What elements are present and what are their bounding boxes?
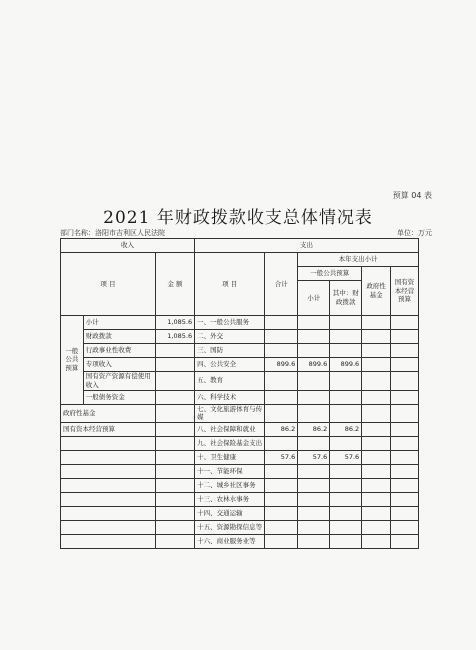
expense-subtotal: 57.6: [298, 451, 330, 465]
expense-fiscal: [330, 390, 362, 404]
table-row: [61, 372, 419, 391]
expense-total: 86.2: [265, 423, 298, 437]
state-capital-cell: [391, 437, 419, 451]
table-row: [61, 507, 419, 521]
expense-total: 57.6: [265, 451, 298, 465]
state-capital-cell: [391, 404, 419, 423]
unit-label: 单位：万元: [397, 229, 432, 237]
blank-cell: [155, 521, 194, 535]
expense-row-label: 十四、交通运输: [195, 507, 265, 521]
income-row-amount: [155, 390, 194, 404]
income-group-label: 一般公共预算: [61, 316, 84, 405]
blank-cell: [155, 493, 194, 507]
gov-fund-cell: [362, 437, 391, 451]
table-row: [61, 316, 419, 330]
expense-fiscal: [330, 372, 362, 391]
expense-subtotal: [298, 330, 330, 344]
table-row: [61, 390, 419, 404]
table-row: [61, 535, 419, 549]
table-row: [61, 493, 419, 507]
state-capital-cell: [391, 372, 419, 391]
expense-subtotal: [298, 465, 330, 479]
expense-subtotal: [298, 437, 330, 451]
expense-fiscal: 86.2: [330, 423, 362, 437]
table-row: [61, 479, 419, 493]
gov-fund-cell: [362, 404, 391, 423]
blank-cell: [61, 493, 156, 507]
expense-total: [265, 344, 298, 358]
state-capital-cell: [391, 535, 419, 549]
income-other-amount: [155, 423, 194, 437]
blank-cell: [61, 507, 156, 521]
expense-fiscal: [330, 316, 362, 330]
income-row-label: 国有资产资源有偿使用收入: [83, 372, 155, 391]
expense-row-label: 七、文化旅游体育与传媒: [195, 404, 265, 423]
expense-row-label: 十、卫生健康: [195, 451, 265, 465]
income-row-label: 财政拨款: [83, 330, 155, 344]
expense-subtotal: [298, 372, 330, 391]
blank-cell: [61, 521, 156, 535]
table-row: [61, 437, 419, 451]
gov-fund-cell: [362, 479, 391, 493]
state-capital-cell: [391, 390, 419, 404]
expense-row-label: 五、教育: [195, 372, 265, 391]
expense-row-label: 十二、城乡社区事务: [195, 479, 265, 493]
blank-cell: [155, 451, 194, 465]
expense-total: 899.6: [265, 358, 298, 372]
gov-fund-cell: [362, 507, 391, 521]
income-row-label: 小计: [83, 316, 155, 330]
income-header: 收入: [61, 239, 195, 253]
expense-fiscal: [330, 437, 362, 451]
gov-fund-cell: [362, 521, 391, 535]
blank-cell: [155, 507, 194, 521]
expense-row-label: 十三、农林水事务: [195, 493, 265, 507]
state-capital-cell: [391, 493, 419, 507]
income-row-amount: [155, 372, 194, 391]
total-header: 合计: [265, 253, 298, 316]
expense-subtotal: [298, 316, 330, 330]
expense-total: [265, 404, 298, 423]
income-other-label: 政府性基金: [61, 404, 156, 423]
budget-table: [60, 238, 419, 549]
income-row-amount: 1,085.6: [155, 316, 194, 330]
table-row: [61, 423, 419, 437]
income-row-label: 行政事业性收费: [83, 344, 155, 358]
gov-fund-cell: [362, 493, 391, 507]
expense-total: [265, 507, 298, 521]
form-number: 预算 04 表: [392, 191, 432, 200]
blank-cell: [155, 465, 194, 479]
expense-total: [265, 479, 298, 493]
expense-fiscal: 57.6: [330, 451, 362, 465]
expense-total: [265, 493, 298, 507]
income-other-amount: [155, 404, 194, 423]
gov-fund-cell: [362, 372, 391, 391]
expense-subtotal: [298, 493, 330, 507]
expense-header: 支出: [195, 239, 419, 253]
expense-subtotal: [298, 521, 330, 535]
general-budget-header: 一般公共预算: [298, 267, 362, 281]
expense-row-label: 二、外交: [195, 330, 265, 344]
blank-cell: [61, 465, 156, 479]
expense-fiscal: [330, 479, 362, 493]
gov-fund-cell: [362, 344, 391, 358]
expense-total: [265, 465, 298, 479]
blank-cell: [61, 535, 156, 549]
state-capital-cell: [391, 344, 419, 358]
state-capital-cell: [391, 479, 419, 493]
expense-fiscal: [330, 465, 362, 479]
income-row-label: 专项收入: [83, 358, 155, 372]
income-row-label: 一般债务资金: [83, 390, 155, 404]
expense-row-label: 九、社会保险基金支出: [195, 437, 265, 451]
expense-subtotal: [298, 390, 330, 404]
expense-fiscal: [330, 521, 362, 535]
expense-fiscal: 899.6: [330, 358, 362, 372]
table-row: [61, 465, 419, 479]
expense-subtotal: [298, 479, 330, 493]
table-row: [61, 451, 419, 465]
expense-row-label: 一、一般公共服务: [195, 316, 265, 330]
subtotal-header: 小计: [298, 281, 330, 316]
expense-item-header: 项 目: [195, 253, 265, 316]
blank-cell: [155, 437, 194, 451]
table-row: [61, 521, 419, 535]
state-capital-cell: [391, 521, 419, 535]
expense-subtotal: [298, 344, 330, 358]
expense-subtotal: 86.2: [298, 423, 330, 437]
page-title: 2021 年财政拨款收支总体情况表: [103, 208, 373, 228]
table-row: [61, 358, 419, 372]
expense-total: [265, 316, 298, 330]
gov-fund-cell: [362, 423, 391, 437]
table-row: [61, 330, 419, 344]
gov-fund-cell: [362, 451, 391, 465]
expense-fiscal: [330, 344, 362, 358]
state-capital-cell: [391, 330, 419, 344]
expense-row-label: 三、国防: [195, 344, 265, 358]
expense-fiscal: [330, 493, 362, 507]
expense-fiscal: [330, 507, 362, 521]
expense-fiscal: [330, 330, 362, 344]
expense-total: [265, 535, 298, 549]
expense-row-label: 十一、节能环保: [195, 465, 265, 479]
department-name: 部门名称：洛阳市吉利区人民法院: [60, 229, 165, 237]
gov-fund-cell: [362, 330, 391, 344]
table-row: [61, 404, 419, 423]
expense-row-label: 八、社会保障和就业: [195, 423, 265, 437]
blank-cell: [61, 437, 156, 451]
blank-cell: [61, 479, 156, 493]
income-amount-header: 金 额: [155, 253, 194, 316]
state-capital-cell: [391, 316, 419, 330]
income-other-label: 国有资本经营预算: [61, 423, 156, 437]
expense-subtotal: [298, 507, 330, 521]
gov-fund-header: 政府性基金: [362, 267, 391, 316]
expense-subtotal: [298, 535, 330, 549]
expense-total: [265, 437, 298, 451]
expense-row-label: 十五、资源勘探信息等: [195, 521, 265, 535]
this-year-header: 本年支出小计: [298, 253, 419, 267]
expense-total: [265, 390, 298, 404]
blank-cell: [155, 535, 194, 549]
blank-cell: [61, 451, 156, 465]
gov-fund-cell: [362, 316, 391, 330]
income-row-amount: 1,085.6: [155, 330, 194, 344]
state-capital-cell: [391, 465, 419, 479]
gov-fund-cell: [362, 535, 391, 549]
state-capital-header: 国有资本经营预算: [391, 267, 419, 316]
expense-total: [265, 521, 298, 535]
expense-fiscal: [330, 535, 362, 549]
expense-row-label: 六、科学技术: [195, 390, 265, 404]
state-capital-cell: [391, 451, 419, 465]
fiscal-header: 其中：财政拨款: [330, 281, 362, 316]
expense-subtotal: 899.6: [298, 358, 330, 372]
gov-fund-cell: [362, 465, 391, 479]
income-row-amount: [155, 358, 194, 372]
blank-cell: [155, 479, 194, 493]
state-capital-cell: [391, 507, 419, 521]
expense-fiscal: [330, 404, 362, 423]
state-capital-cell: [391, 423, 419, 437]
expense-row-label: 十六、商业服务业等: [195, 535, 265, 549]
table-row: [61, 344, 419, 358]
state-capital-cell: [391, 358, 419, 372]
expense-subtotal: [298, 404, 330, 423]
gov-fund-cell: [362, 390, 391, 404]
expense-total: [265, 330, 298, 344]
gov-fund-cell: [362, 358, 391, 372]
expense-row-label: 四、公共安全: [195, 358, 265, 372]
income-row-amount: [155, 344, 194, 358]
expense-total: [265, 372, 298, 391]
income-item-header: 项 目: [61, 253, 156, 316]
